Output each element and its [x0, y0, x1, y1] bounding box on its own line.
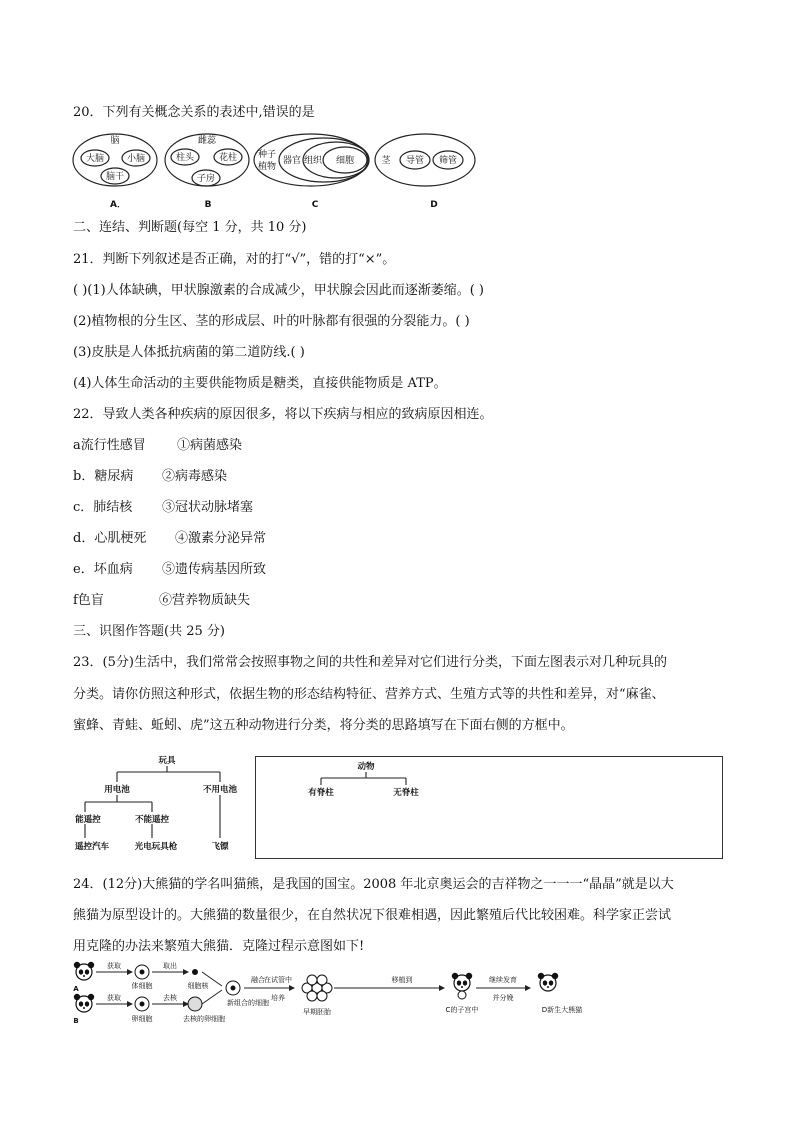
q24-line-3: 用克隆的办法来繁殖大熊猫．克隆过程示意图如下! — [73, 939, 365, 954]
q24-line-1: 24．(12分)大熊猫的学名叫猫熊，是我国的国宝。2008 年北京奥运会的吉祥物之一一一“晶晶”就是以大 — [73, 877, 674, 892]
figB-outer-label: 雌蕊 — [197, 136, 217, 146]
clone-label-a: A — [73, 985, 79, 993]
toy-classification-tree — [72, 752, 242, 858]
clone-birth: 并分娩 — [492, 994, 514, 1002]
figB-label-3: 子房 — [196, 174, 216, 184]
toy-battery: 用电池 — [104, 785, 130, 795]
figD-label-2: 筛管 — [438, 156, 458, 166]
panda-d-icon — [538, 973, 558, 991]
q22-left-3: c．肺结核 — [73, 500, 133, 515]
clone-new-cell: 新组合的细胞 — [227, 999, 269, 1007]
nucleus-icon — [192, 969, 198, 975]
q24-line-2: 熊猫为原型设计的。大熊猫的数量很少，在自然状况下很难相遇，因此繁殖后代比较困难。科学家正尝试 — [73, 908, 672, 923]
figA-label-1: 大脑 — [85, 154, 105, 164]
clone-process-diagram — [72, 960, 662, 1026]
q22-right-2: ②病毒感染 — [162, 469, 228, 484]
animal-vertebrate: 有脊柱 — [308, 788, 334, 798]
panda-b-icon — [74, 994, 94, 1012]
clone-get-b: 获取 — [107, 994, 121, 1002]
q22-stem: 22．导致人类各种疾病的原因很多，将以下疾病与相应的致病原因相连。 — [73, 407, 493, 422]
q20-figures — [70, 130, 490, 212]
figC-label-1: 种子 — [257, 150, 277, 160]
panda-c-icon — [452, 973, 472, 991]
enucleated-egg-icon — [188, 997, 202, 1011]
clone-get-a: 获取 — [107, 962, 121, 970]
panda-a-icon — [74, 962, 94, 980]
toy-leaf-gun: 光电玩具枪 — [134, 842, 178, 852]
q22-left-4: d．心肌梗死 — [73, 531, 147, 546]
q22-right-5: ⑤遗传病基因所致 — [162, 562, 267, 577]
animal-classification-tree — [256, 757, 722, 858]
q23-line-2: 分类。请你仿照这种形式，依据生物的形态结构特征、营养方式、生殖方式等的共性和差异，对“麻雀、 — [73, 687, 665, 702]
clone-take-out: 取出 — [163, 962, 177, 970]
figD-outer-label: 茎 — [381, 156, 391, 166]
panda-c-body-icon — [458, 991, 466, 999]
q22-right-4: ④激素分泌异常 — [175, 531, 267, 546]
clone-culture: 培养 — [271, 994, 285, 1002]
figA-letter: A． — [110, 200, 126, 210]
figC-label-2: 植物 — [257, 162, 277, 172]
clone-fuse: 融合 — [251, 976, 265, 984]
q22-right-1: ①病菌感染 — [177, 438, 243, 453]
q22-left-2: b．糖尿病 — [73, 469, 134, 484]
q22-left-6: f色盲 — [73, 593, 104, 608]
clone-enucleated-egg: 去核的卵细胞 — [183, 1015, 225, 1023]
q21-stem: 21．判断下列叙述是否正确，对的打“√”，错的打“×”。 — [73, 252, 396, 267]
q21-item-1: ( )(1)人体缺碘，甲状腺激素的合成减少，甲状腺会因此而逐渐萎缩。( ) — [73, 283, 484, 298]
figB-label-1: 柱头 — [175, 153, 195, 163]
figA-outer-label: 脑 — [110, 136, 120, 146]
clone-nucleus: 细胞核 — [187, 982, 209, 990]
figC-label-5: 细胞 — [335, 156, 355, 166]
early-embryo-icon — [302, 975, 332, 1001]
animal-invertebrate: 无脊柱 — [393, 788, 419, 798]
q21-item-4: (4)人体生命活动的主要供能物质是糖类，直接供能物质是 ATP。 — [73, 376, 447, 391]
clone-body-cell: 体细胞 — [131, 982, 153, 990]
q23-line-1: 23．(5分)生活中，我们常常会按照事物之间的共性和差异对它们进行分类，下面左图表示对几种玩具的 — [73, 655, 667, 670]
q22-left-1: a流行性感冒 — [73, 438, 146, 453]
clone-develop: 继续发育 — [489, 976, 517, 984]
clone-remove-nucleus: 去核 — [163, 994, 177, 1002]
toy-remote: 能遥控 — [75, 815, 101, 825]
q22-right-3: ③冠状动脉堵塞 — [162, 500, 254, 515]
clone-label-b: B — [73, 1017, 79, 1025]
clone-newborn-d: D新生大熊猫 — [541, 1006, 583, 1014]
figA-label-2: 小脑 — [126, 154, 146, 164]
clone-transplant: 移植到 — [391, 976, 413, 984]
toy-no-battery: 不用电池 — [202, 785, 238, 795]
q22-left-5: e．坏血病 — [73, 562, 133, 577]
figB-label-2: 花柱 — [218, 153, 238, 163]
toy-leaf-car: 遥控汽车 — [74, 842, 110, 852]
q22-right-6: ⑥营养物质缺失 — [159, 593, 251, 608]
toy-root: 玩具 — [158, 756, 176, 766]
figD-letter: D — [430, 200, 438, 210]
q21-item-2: (2)植物根的分生区、茎的形成层、叶的叶脉都有很强的分裂能力。( ) — [73, 314, 470, 329]
clone-early-embryo: 早期胚胎 — [303, 1008, 331, 1016]
figC-letter: C — [311, 200, 319, 210]
animal-answer-box[interactable] — [255, 756, 723, 859]
clone-uterus-c: C的子宫中 — [445, 1006, 479, 1014]
figD-label-1: 导管 — [405, 156, 425, 166]
clone-in-tube: 在试管中 — [264, 976, 292, 984]
q20-stem: 20．下列有关概念关系的表述中,错误的是 — [73, 105, 315, 120]
q21-item-3: (3)皮肤是人体抵抗病菌的第二道防线.( ) — [73, 345, 305, 360]
figC-label-3: 器官 — [282, 156, 302, 166]
figB-letter: B — [204, 200, 212, 210]
clone-egg-cell: 卵细胞 — [131, 1015, 153, 1023]
toy-no-remote: 不能遥控 — [134, 815, 170, 825]
figC-label-4: 组织 — [303, 156, 323, 166]
toy-leaf-dart: 飞镖 — [211, 842, 229, 852]
section-2-heading: 二、连结、判断题(每空 1 分，共 10 分) — [73, 220, 307, 235]
animal-root: 动物 — [357, 762, 375, 772]
figA-label-3: 脑干 — [105, 172, 125, 182]
q23-line-3: 蜜蜂、青蛙、蚯蚓、虎”这五种动物进行分类，将分类的思路填写在下面右侧的方框中。 — [73, 718, 574, 733]
section-3-heading: 三、识图作答题(共 25 分) — [73, 624, 225, 639]
